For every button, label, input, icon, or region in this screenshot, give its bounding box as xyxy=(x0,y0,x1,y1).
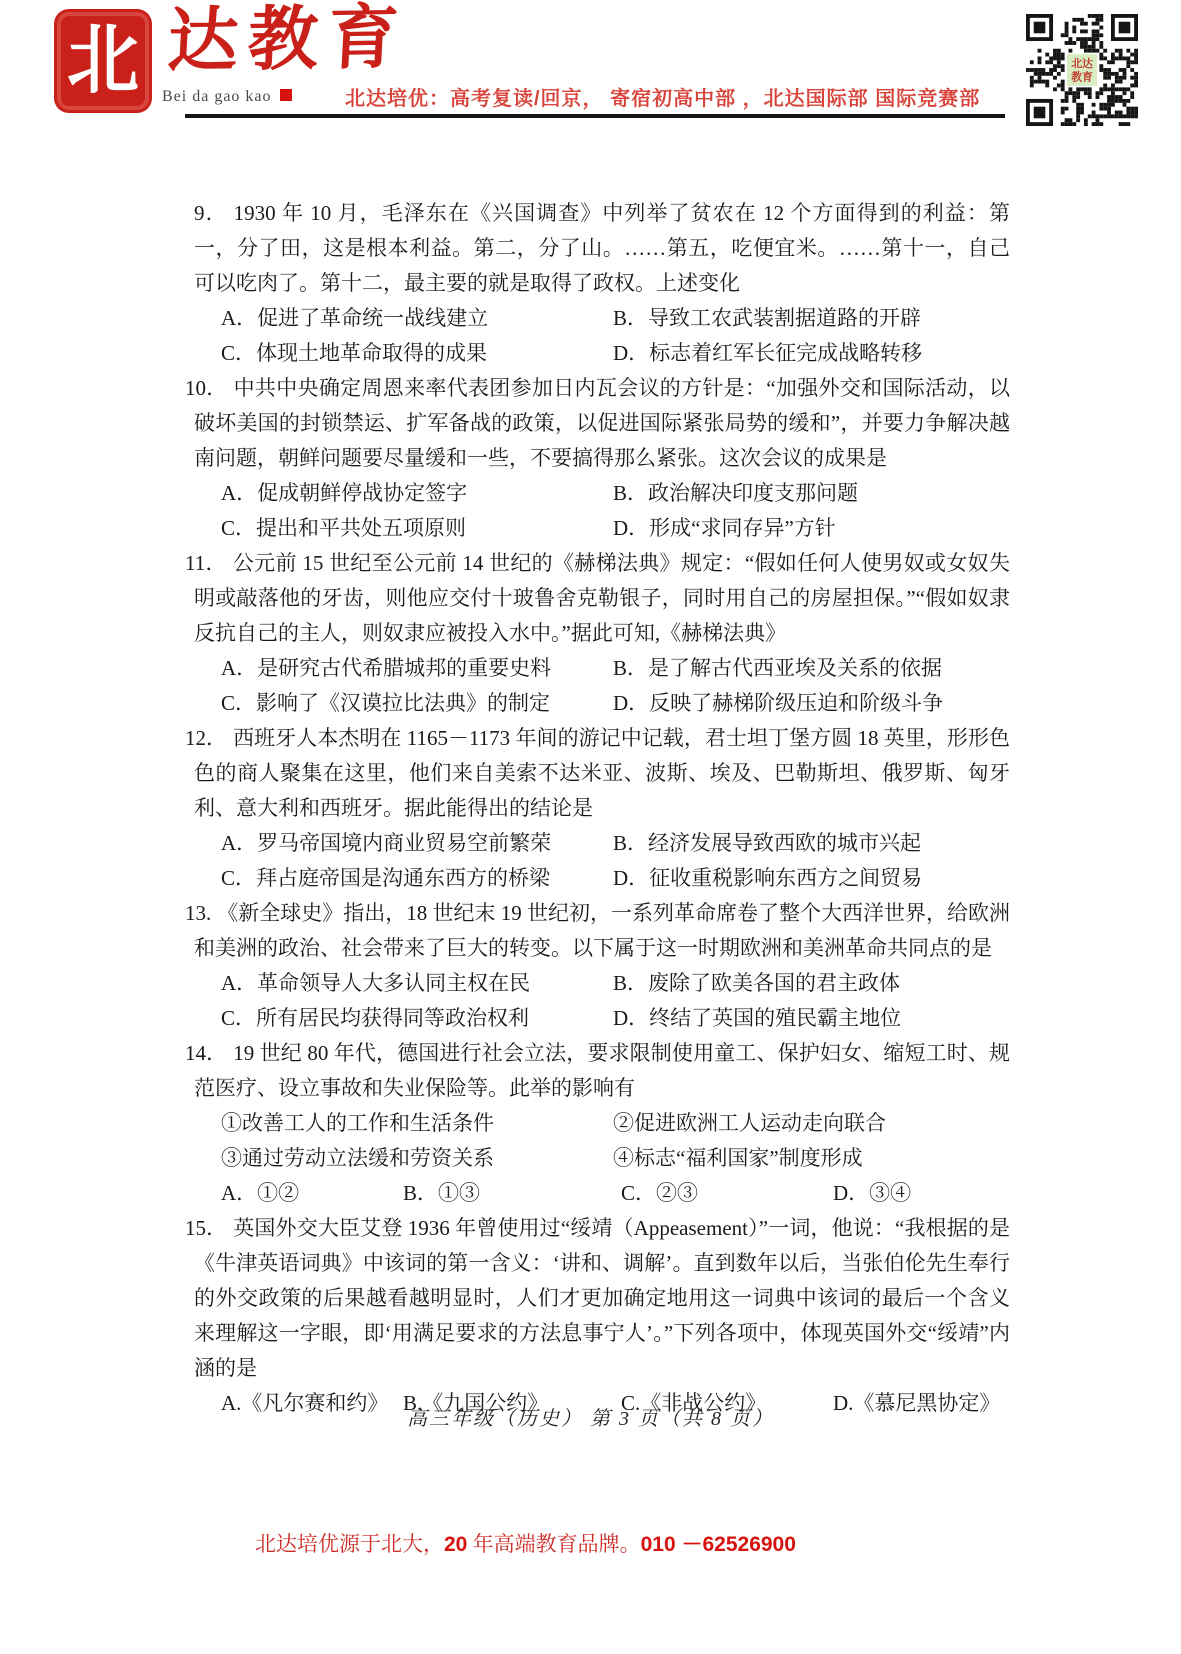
subitem-14-3: ③通过劳动立法缓和劳资关系 xyxy=(221,1146,494,1170)
option-9-a: A．促进了革命统一战线建立 xyxy=(221,306,489,330)
question-14 xyxy=(185,1036,1011,1106)
question-15-stem: 英国外交大臣艾登 1936 年曾使用过“绥靖（Appeasement）”一词，他说：“我根据的是《牛津英语词典》中该词的第一含义：‘讲和、调解’。直到数年以后，当张伯伦先生奉行的外交政策的后果越看越明显时，人们才更加确定地用这一词典中该词的最后一个含义来理解这一字眼，即‘用满足要求的方法息事宁人’。”下列各项中，体现英国外交“绥靖”内涵的是 xyxy=(194,1216,1011,1380)
banner-text-1: 北达培优源于北大， xyxy=(255,1532,444,1556)
qr-finder-top-right xyxy=(1111,14,1138,41)
option-14-a: A．①② xyxy=(221,1181,300,1205)
header-divider-line xyxy=(185,114,1005,118)
question-12-number: 12． xyxy=(185,726,228,750)
question-14-subitems-row-2 xyxy=(194,1141,1010,1176)
question-body xyxy=(185,196,1011,1421)
option-11-a: A．是研究古代希腊城邦的重要史料 xyxy=(221,656,552,680)
option-13-b: B．废除了欧美各国的君主政体 xyxy=(613,971,901,995)
option-10-b: B．政治解决印度支那问题 xyxy=(613,481,859,505)
option-9-b: B．导致工农武装割据道路的开辟 xyxy=(613,306,922,330)
option-11-c: C．影响了《汉谟拉比法典》的制定 xyxy=(221,691,551,715)
option-15-b: B.《九国公约》 xyxy=(403,1391,549,1415)
option-14-b: B．①③ xyxy=(403,1181,481,1205)
qr-finder-top-left xyxy=(1026,14,1053,41)
option-14-d: D．③④ xyxy=(833,1181,912,1205)
option-15-c: C.《非战公约》 xyxy=(621,1391,767,1415)
question-9-stem: 1930 年 10 月，毛泽东在《兴国调查》中列举了贫农在 12 个方面得到的利益：第一，分了田，这是根本利益。第二，分了山。……第五，吃便宜米。……第十一，自己可以吃肉了。第十二，最主要的就是取得了政权。上述变化 xyxy=(194,201,1010,295)
option-12-c: C．拜占庭帝国是沟通东西方的桥梁 xyxy=(221,866,551,890)
question-14-choices-row xyxy=(194,1176,1010,1211)
option-12-b: B．经济发展导致西欧的城市兴起 xyxy=(613,831,922,855)
option-9-c: C．体现土地革命取得的成果 xyxy=(221,341,488,365)
question-14-subitems-row-1 xyxy=(194,1106,1010,1141)
option-9-d: D．标志着红军长征完成战略转移 xyxy=(613,341,923,365)
logo-red-square xyxy=(280,89,292,101)
subitem-14-2: ②促进欧洲工人运动走向联合 xyxy=(613,1111,886,1135)
subitem-14-1: ①改善工人的工作和生活条件 xyxy=(221,1111,494,1135)
question-15-number: 15． xyxy=(185,1216,228,1240)
question-11 xyxy=(185,546,1010,651)
question-12-stem: 西班牙人本杰明在 1165－1173 年间的游记中记载，君士坦丁堡方圆 18 英里，形形色色的商人聚集在这里，他们来自美索不达米亚、波斯、埃及、巴勒斯坦、俄罗斯、匈牙利、意大利和西班牙。据此能得出的结论是 xyxy=(194,726,1010,820)
bottom-banner xyxy=(255,1528,796,1558)
question-10-number: 10． xyxy=(185,376,228,400)
qr-code xyxy=(1026,14,1138,126)
logo-roman-subtext xyxy=(162,88,292,106)
option-12-d: D．征收重税影响东西方之间贸易 xyxy=(613,866,923,890)
logo-roman-label: Bei da gao kao xyxy=(162,88,272,105)
question-13 xyxy=(185,896,1010,966)
question-10-options-row-1 xyxy=(194,476,1010,511)
header-tagline: 北达培优：高考复读/回京， 寄宿初高中部 ，北达国际部 国际竞赛部 xyxy=(345,88,981,110)
qr-center-label-line2: 教育 xyxy=(1071,71,1093,84)
subitem-14-4: ④标志“福利国家”制度形成 xyxy=(613,1146,863,1170)
option-15-d: D.《慕尼黑协定》 xyxy=(833,1391,1001,1415)
question-11-number: 11． xyxy=(185,551,227,575)
question-10 xyxy=(185,371,1011,476)
question-14-number: 14． xyxy=(185,1041,228,1065)
question-9-number: 9． xyxy=(194,201,228,225)
option-11-d: D．反映了赫梯阶级压迫和阶级斗争 xyxy=(613,691,944,715)
banner-phone: 010 －62526900 xyxy=(640,1533,796,1556)
option-13-c: C．所有居民均获得同等政治权利 xyxy=(221,1006,530,1030)
qr-finder-bottom-left xyxy=(1026,99,1053,126)
logo-seal-character: 北 xyxy=(66,19,139,103)
question-10-stem: 中共中央确定周恩来率代表团参加日内瓦会议的方针是：“加强外交和国际活动，以破坏美国的封锁禁运、扩军备战的政策，以促进国际紧张局势的缓和”，并要力争解决越南问题，朝鲜问题要尽量缓和一些，不要搞得那么紧张。这次会议的成果是 xyxy=(194,376,1011,470)
option-12-a: A．罗马帝国境内商业贸易空前繁荣 xyxy=(221,831,552,855)
question-9-options-row-2 xyxy=(194,336,1010,371)
option-11-b: B．是了解古代西亚埃及关系的依据 xyxy=(613,656,943,680)
banner-text-2: 20 xyxy=(444,1533,468,1556)
question-10-options-row-2 xyxy=(194,511,1010,546)
page-footer: 高三年级（历史） 第 3 页（共 8 页） xyxy=(407,1408,774,1430)
question-11-stem: 公元前 15 世纪至公元前 14 世纪的《赫梯法典》规定：“假如任何人使男奴或女奴失明或敲落他的牙齿，则他应交付十玻鲁舍克勒银子，同时用自己的房屋担保。”“假如奴隶反抗自己的主人，则奴隶应被投入水中。”据此可知,《赫梯法典》 xyxy=(194,551,1010,645)
question-13-stem: 《新全球史》指出，18 世纪末 19 世纪初，一系列革命席卷了整个大西洋世界，给欧洲和美洲的政治、社会带来了巨大的转变。以下属于这一时期欧洲和美洲革命共同点的是 xyxy=(194,901,1010,960)
question-11-options-row-2 xyxy=(194,686,1010,721)
logo-seal xyxy=(57,12,149,110)
question-12 xyxy=(185,721,1010,826)
option-10-c: C．提出和平共处五项原则 xyxy=(221,516,467,540)
question-9-options-row-1 xyxy=(194,301,1010,336)
option-14-c: C．②③ xyxy=(621,1181,699,1205)
option-13-a: A．革命领导人大多认同主权在民 xyxy=(221,971,531,995)
option-13-d: D．终结了英国的殖民霸主地位 xyxy=(613,1006,902,1030)
banner-text-3: 年高端教育品牌。 xyxy=(467,1532,641,1556)
question-12-options-row-1 xyxy=(194,826,1010,861)
question-13-options-row-1 xyxy=(194,966,1010,1001)
option-10-d: D．形成“求同存异”方针 xyxy=(613,516,836,540)
question-15 xyxy=(185,1211,1011,1386)
question-9 xyxy=(194,196,1010,301)
question-12-options-row-2 xyxy=(194,861,1010,896)
question-11-options-row-1 xyxy=(194,651,1010,686)
question-13-options-row-2 xyxy=(194,1001,1010,1036)
question-13-number: 13. xyxy=(185,901,212,925)
option-15-a: A.《凡尔赛和约》 xyxy=(221,1391,389,1415)
question-14-stem: 19 世纪 80 年代，德国进行社会立法，要求限制使用童工、保护妇女、缩短工时、规范医疗、设立事故和失业保险等。此举的影响有 xyxy=(194,1041,1011,1100)
option-10-a: A．促成朝鲜停战协定签字 xyxy=(221,481,468,505)
logo-brand-text: 达教育 xyxy=(165,0,411,82)
qr-center-label-line1: 北达 xyxy=(1071,57,1093,70)
